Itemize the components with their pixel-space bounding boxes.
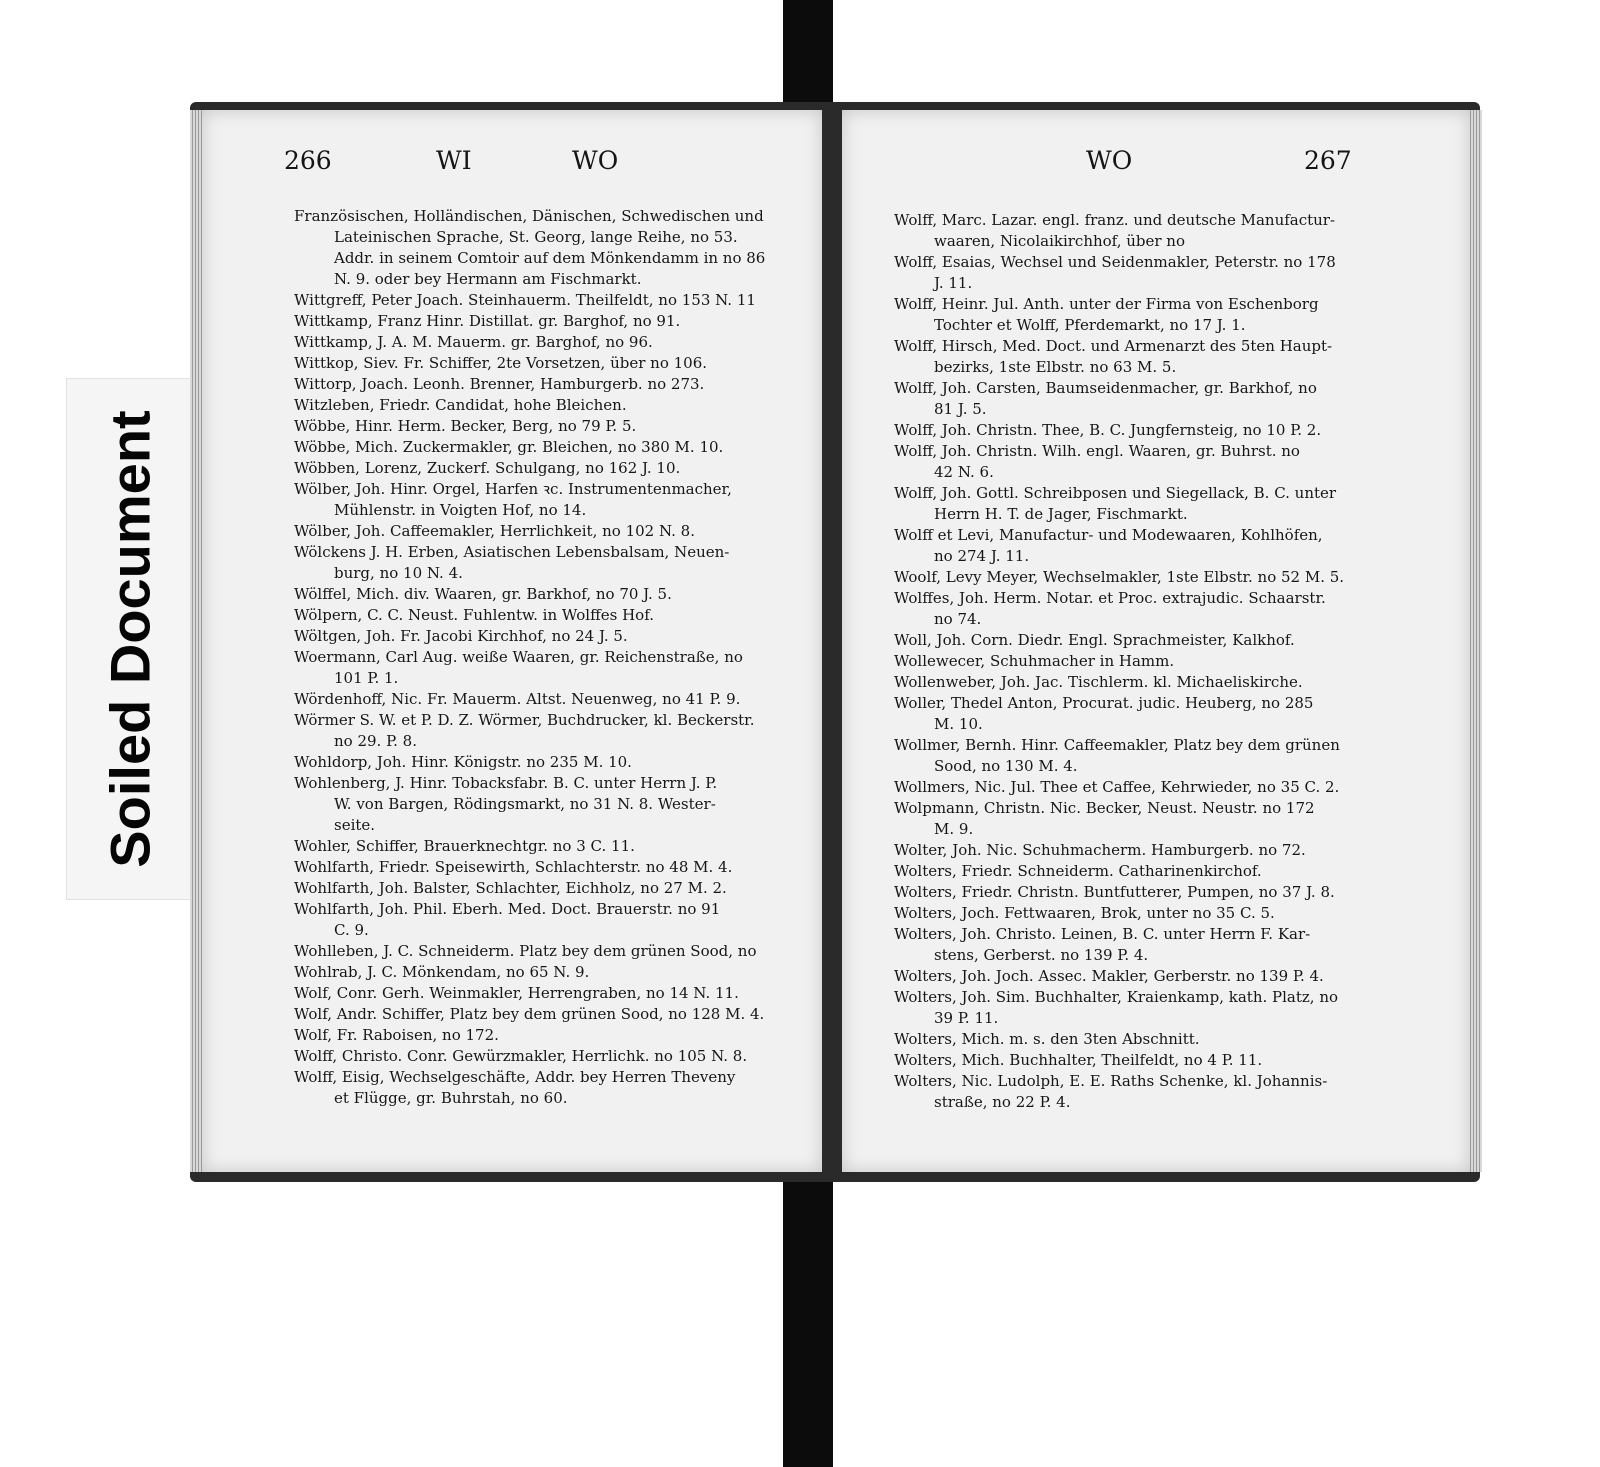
- entry-line: Wohlrab, J. C. Mönkendam, no 65 N. 9.: [294, 963, 590, 981]
- entry-line: N. 9. oder bey Hermann am Fischmarkt.: [334, 270, 642, 288]
- entry-line: Woller, Thedel Anton, Procurat. judic. Heuberg, no 285: [894, 694, 1314, 712]
- right-page-number: 267: [1304, 146, 1352, 175]
- entry-line: burg, no 10 N. 4.: [334, 564, 463, 582]
- right-running-head: WO: [1086, 146, 1133, 175]
- entry-line: Wölber, Joh. Caffeemakler, Herrlichkeit, no 102 N. 8.: [294, 522, 695, 540]
- entry-line: Wolters, Joh. Sim. Buchhalter, Kraienkamp, kath. Platz, no: [894, 988, 1339, 1006]
- entry-line: stens, Gerberst. no 139 P. 4.: [934, 946, 1149, 964]
- entry-line: Wollmer, Bernh. Hinr. Caffeemakler, Platz bey dem grünen: [894, 736, 1340, 754]
- entry-line: Wolff, Marc. Lazar. engl. franz. und deutsche Manufactur-: [894, 211, 1336, 229]
- entry-line: Wolff, Heinr. Jul. Anth. unter der Firma von Eschenborg: [894, 295, 1319, 313]
- entry-line: Wolters, Friedr. Christn. Buntfutterer, Pumpen, no 37 J. 8.: [894, 883, 1335, 901]
- entry-line: Wolff, Joh. Carsten, Baumseidenmacher, gr. Barkhof, no: [894, 379, 1317, 397]
- entry-line: Wolters, Joh. Christo. Leinen, B. C. unter Herrn F. Kar-: [894, 925, 1311, 943]
- entry-line: Wölpern, C. C. Neust. Fuhlentw. in Wolffes Hof.: [294, 606, 654, 624]
- entry-line: Wöbbe, Hinr. Herm. Becker, Berg, no 79 P. 5.: [294, 417, 637, 435]
- entry-line: 81 J. 5.: [934, 400, 987, 418]
- right-entries: [894, 210, 1344, 1113]
- entry-line: Woll, Joh. Corn. Diedr. Engl. Sprachmeister, Kalkhof.: [894, 631, 1295, 649]
- entry-line: Wolf, Fr. Raboisen, no 172.: [294, 1026, 499, 1044]
- entry-line: Wöltgen, Joh. Fr. Jacobi Kirchhof, no 24 J. 5.: [294, 627, 628, 645]
- entry-line: Wohldorp, Joh. Hinr. Königstr. no 235 M. 10.: [294, 753, 632, 771]
- entry-line: et Flügge, gr. Buhrstah, no 60.: [334, 1089, 568, 1107]
- entry-line: Wolpmann, Christn. Nic. Becker, Neust. Neustr. no 172: [894, 799, 1315, 817]
- binding-strip-bottom: [783, 1150, 833, 1467]
- entry-line: Wolters, Mich. m. s. den 3ten Abschnitt.: [894, 1030, 1200, 1048]
- entry-line: seite.: [334, 816, 376, 834]
- entry-line: straße, no 22 P. 4.: [934, 1093, 1071, 1111]
- entry-line: Wolters, Mich. Buchhalter, Theilfeldt, no 4 P. 11.: [894, 1051, 1263, 1069]
- entry-line: Wollenweber, Joh. Jac. Tischlerm. kl. Michaeliskirche.: [894, 673, 1303, 691]
- entry-line: Wöbben, Lorenz, Zuckerf. Schulgang, no 162 J. 10.: [294, 459, 681, 477]
- entry-line: 39 P. 11.: [934, 1009, 999, 1027]
- entry-line: Wolf, Andr. Schiffer, Platz bey dem grünen Sood, no 128 M. 4.: [294, 1005, 765, 1023]
- entry-line: waaren, Nicolaikirchhof, über no: [934, 232, 1185, 250]
- left-running-head-1: WI: [436, 146, 472, 175]
- entry-line: Französischen, Holländischen, Dänischen, Schwedischen und: [294, 207, 764, 225]
- entry-line: no 29. P. 8.: [334, 732, 417, 750]
- entry-line: Wolff, Joh. Gottl. Schreibposen und Siegellack, B. C. unter: [894, 484, 1337, 502]
- entry-line: Mühlenstr. in Voigten Hof, no 14.: [334, 501, 587, 519]
- entry-line: J. 11.: [934, 274, 973, 292]
- entry-line: Wohlfarth, Friedr. Speisewirth, Schlachterstr. no 48 M. 4.: [294, 858, 733, 876]
- entry-line: Addr. in seinem Comtoir auf dem Mönkendamm in no 86: [334, 249, 766, 267]
- entry-line: bezirks, 1ste Elbstr. no 63 M. 5.: [934, 358, 1177, 376]
- entry-line: no 74.: [934, 610, 982, 628]
- entry-line: Wittorp, Joach. Leonh. Brenner, Hamburgerb. no 273.: [294, 375, 705, 393]
- entry-line: Wolff, Hirsch, Med. Doct. und Armenarzt des 5ten Haupt-: [894, 337, 1333, 355]
- entry-line: no 274 J. 11.: [934, 547, 1030, 565]
- entry-line: Wolff et Levi, Manufactur- und Modewaaren, Kohlhöfen,: [894, 526, 1323, 544]
- page-edge-right: [1468, 110, 1482, 1172]
- entry-line: Woolf, Levy Meyer, Wechselmakler, 1ste Elbstr. no 52 M. 5.: [894, 568, 1345, 586]
- entry-line: M. 9.: [934, 820, 974, 838]
- entry-line: Sood, no 130 M. 4.: [934, 757, 1078, 775]
- entry-line: Wolff, Joh. Christn. Wilh. engl. Waaren, gr. Buhrst. no: [894, 442, 1300, 460]
- entry-line: Wördenhoff, Nic. Fr. Mauerm. Altst. Neuenweg, no 41 P. 9.: [294, 690, 741, 708]
- left-page-number: 266: [284, 146, 332, 175]
- entry-line: Wittkop, Siev. Fr. Schiffer, 2te Vorsetzen, über no 106.: [294, 354, 708, 372]
- left-running-head-2: WO: [572, 146, 619, 175]
- entry-line: Wolf, Conr. Gerh. Weinmakler, Herrengraben, no 14 N. 11.: [294, 984, 739, 1002]
- entry-line: 101 P. 1.: [334, 669, 399, 687]
- entry-line: Wolter, Joh. Nic. Schuhmacherm. Hamburgerb. no 72.: [894, 841, 1306, 859]
- entry-line: Wittkamp, Franz Hinr. Distillat. gr. Barghof, no 91.: [294, 312, 681, 330]
- entry-line: Wohlfarth, Joh. Phil. Eberh. Med. Doct. Brauerstr. no 91: [294, 900, 721, 918]
- stamp-label: Soiled Document: [98, 410, 162, 868]
- entry-line: Wölber, Joh. Hinr. Orgel, Harfen ꝛc. Instrumentenmacher,: [294, 480, 732, 498]
- entry-line: Wohlenberg, J. Hinr. Tobacksfabr. B. C. unter Herrn J. P.: [294, 774, 718, 792]
- entry-line: Wölffel, Mich. div. Waaren, gr. Barkhof, no 70 J. 5.: [294, 585, 672, 603]
- left-entries: [294, 206, 765, 1109]
- soiled-document-stamp: [66, 378, 194, 900]
- entry-line: Herrn H. T. de Jager, Fischmarkt.: [934, 505, 1188, 523]
- entry-line: Wittkamp, J. A. M. Mauerm. gr. Barghof, no 96.: [294, 333, 653, 351]
- entry-line: Wolffes, Joh. Herm. Notar. et Proc. extrajudic. Schaarstr.: [894, 589, 1326, 607]
- entry-line: C. 9.: [334, 921, 369, 939]
- entry-line: Wolff, Joh. Christn. Thee, B. C. Jungfernsteig, no 10 P. 2.: [894, 421, 1322, 439]
- entry-line: Witzleben, Friedr. Candidat, hohe Bleichen.: [294, 396, 627, 414]
- entry-line: Wittgreff, Peter Joach. Steinhauerm. Theilfeldt, no 153 N. 11: [294, 291, 756, 309]
- entry-line: M. 10.: [934, 715, 983, 733]
- entry-line: Wohlleben, J. C. Schneiderm. Platz bey dem grünen Sood, no: [294, 942, 757, 960]
- entry-line: 42 N. 6.: [934, 463, 994, 481]
- entry-line: Wolters, Nic. Ludolph, E. E. Raths Schenke, kl. Johannis-: [894, 1072, 1328, 1090]
- entry-line: W. von Bargen, Rödingsmarkt, no 31 N. 8. Wester-: [334, 795, 716, 813]
- entry-line: Wolff, Christo. Conr. Gewürzmakler, Herrlichk. no 105 N. 8.: [294, 1047, 748, 1065]
- entry-line: Woermann, Carl Aug. weiße Waaren, gr. Reichenstraße, no: [294, 648, 743, 666]
- entry-line: Wölckens J. H. Erben, Asiatischen Lebensbalsam, Neuen-: [294, 543, 730, 561]
- entry-line: Wollewecer, Schuhmacher in Hamm.: [894, 652, 1175, 670]
- entry-line: Wolff, Esaias, Wechsel und Seidenmakler, Peterstr. no 178: [894, 253, 1336, 271]
- entry-line: Tochter et Wolff, Pferdemarkt, no 17 J. 1.: [934, 316, 1246, 334]
- entry-line: Wohler, Schiffer, Brauerknechtgr. no 3 C. 11.: [294, 837, 635, 855]
- entry-line: Wolff, Eisig, Wechselgeschäfte, Addr. bey Herren Theveny: [294, 1068, 736, 1086]
- entry-line: Wollmers, Nic. Jul. Thee et Caffee, Kehrwieder, no 35 C. 2.: [894, 778, 1340, 796]
- entry-line: Lateinischen Sprache, St. Georg, lange Reihe, no 53.: [334, 228, 738, 246]
- entry-line: Wolters, Joch. Fettwaaren, Brok, unter no 35 C. 5.: [894, 904, 1275, 922]
- entry-line: Wolters, Joh. Joch. Assec. Makler, Gerberstr. no 139 P. 4.: [894, 967, 1324, 985]
- entry-line: Wohlfarth, Joh. Balster, Schlachter, Eichholz, no 27 M. 2.: [294, 879, 727, 897]
- entry-line: Wöbbe, Mich. Zuckermakler, gr. Bleichen, no 380 M. 10.: [294, 438, 724, 456]
- entry-line: Wolters, Friedr. Schneiderm. Catharinenkirchof.: [894, 862, 1262, 880]
- left-page: [202, 110, 822, 1172]
- right-page: [842, 110, 1470, 1172]
- entry-line: Wörmer S. W. et P. D. Z. Wörmer, Buchdrucker, kl. Beckerstr.: [294, 711, 755, 729]
